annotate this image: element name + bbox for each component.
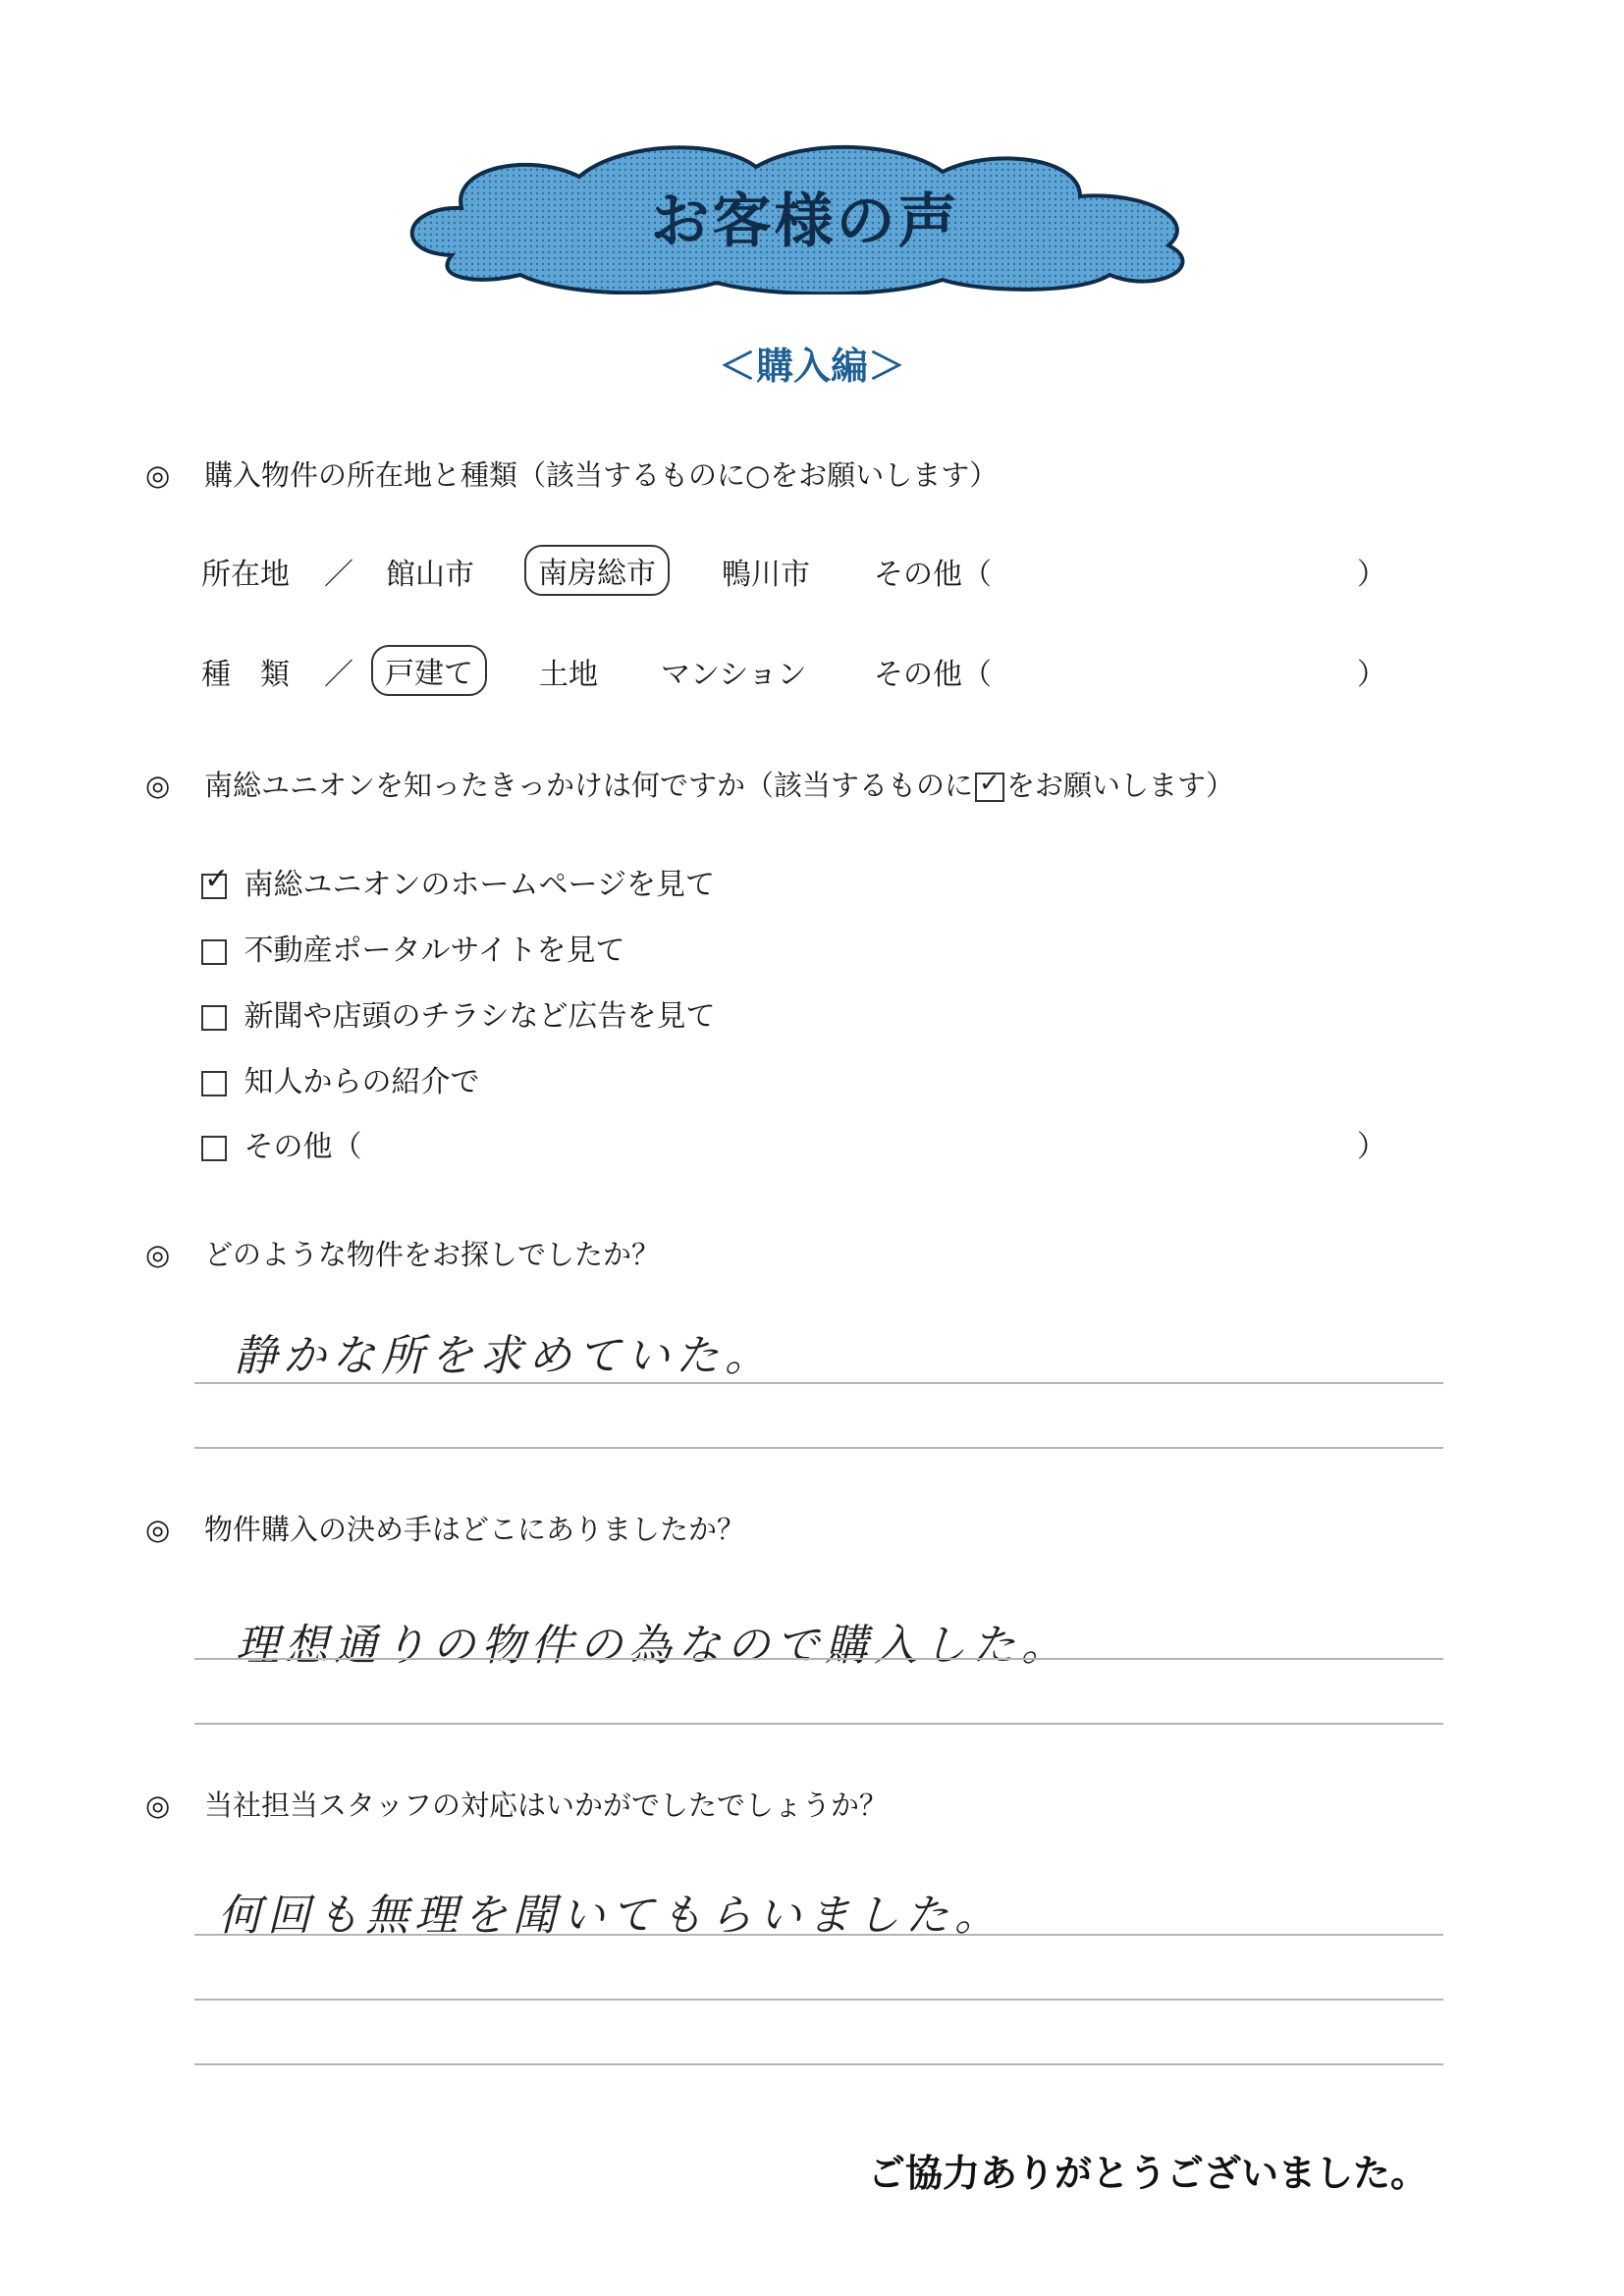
answer-4-handwritten[interactable]: 理想通りの物件の為なので購入した。 xyxy=(236,1621,1070,1671)
type-option-house[interactable]: 戸建て xyxy=(371,645,487,696)
question-5 xyxy=(145,1784,888,1824)
checkmark-icon: ✓ xyxy=(204,861,230,896)
type-option-land[interactable]: 土地 xyxy=(539,658,598,692)
question-1 xyxy=(145,454,998,494)
question-5-text: 当社担当スタッフの対応はいかがでしたでしょうか？ xyxy=(204,1789,889,1822)
bullet-mark: ◎ xyxy=(145,1513,171,1546)
question-4 xyxy=(145,1508,745,1548)
closing-thanks: ご協力ありがとうございました。 xyxy=(867,2152,1428,2195)
checkmark-icon: ✓ xyxy=(979,769,1001,798)
answer-3-handwritten[interactable]: 静かな所を求めていた。 xyxy=(234,1331,774,1381)
answer-line xyxy=(194,1999,1443,2001)
option-homepage[interactable] xyxy=(201,860,715,903)
bullet-mark: ◎ xyxy=(145,1238,171,1271)
answer-line xyxy=(194,1382,1443,1384)
option-other-label: その他（ xyxy=(244,1130,362,1164)
option-advert[interactable] xyxy=(201,991,716,1035)
checkbox-icon[interactable] xyxy=(201,939,227,965)
checkbox-icon[interactable] xyxy=(201,1005,227,1031)
type-label: 種 類 xyxy=(201,658,290,692)
type-option-mansion[interactable]: マンション xyxy=(661,658,807,692)
location-option-tateyama[interactable]: 館山市 xyxy=(386,558,474,592)
bullet-mark: ◎ xyxy=(145,1789,171,1822)
question-2-text-after: をお願いします） xyxy=(1006,769,1235,802)
question-3-text: どのような物件をお探しでしたか？ xyxy=(204,1238,661,1271)
location-slash: ／ xyxy=(324,558,353,592)
checkbox-icon[interactable] xyxy=(201,1136,227,1161)
option-advert-label: 新聞や店頭のチラシなど広告を見て xyxy=(244,999,716,1034)
page-title: お客様の声 xyxy=(650,187,960,256)
checkbox-example-icon xyxy=(975,769,1004,802)
checkbox-checked-icon[interactable] xyxy=(201,861,230,899)
option-other[interactable] xyxy=(201,1122,362,1165)
question-4-text: 物件購入の決め手はどこにありましたか？ xyxy=(204,1513,746,1546)
question-1-text: 購入物件の所在地と種類（該当するものに○をお願いします） xyxy=(204,458,999,492)
answer-line xyxy=(194,1447,1443,1449)
answer-line xyxy=(194,2063,1443,2065)
question-2 xyxy=(145,764,1234,804)
answer-5-handwritten[interactable]: 何回も無理を聞いてもらいました。 xyxy=(218,1891,1003,1941)
location-option-other[interactable]: その他（ xyxy=(874,558,992,592)
location-label: 所在地 xyxy=(201,558,290,592)
question-3 xyxy=(145,1233,660,1273)
answer-line xyxy=(194,1658,1443,1660)
type-option-other[interactable]: その他（ xyxy=(874,658,992,692)
option-portal-label: 不動産ポータルサイトを見て xyxy=(244,934,625,968)
option-referral-label: 知人からの紹介で xyxy=(244,1065,480,1099)
page-subtitle: ＜購入編＞ xyxy=(718,345,905,388)
option-referral[interactable] xyxy=(201,1057,480,1100)
location-option-minamiboso[interactable]: 南房総市 xyxy=(524,545,670,596)
type-other-close: ） xyxy=(1357,658,1386,692)
option-portal[interactable] xyxy=(201,926,624,969)
location-option-kamogawa[interactable]: 鴨川市 xyxy=(722,558,810,592)
bullet-mark: ◎ xyxy=(145,458,171,492)
answer-line xyxy=(194,1934,1443,1936)
question-2-text-before: 南総ユニオンを知ったきっかけは何ですか（該当するものに xyxy=(204,769,974,802)
location-other-close: ） xyxy=(1357,558,1386,592)
answer-line xyxy=(194,1723,1443,1725)
type-slash: ／ xyxy=(324,658,353,692)
bullet-mark: ◎ xyxy=(145,769,171,802)
checkbox-icon[interactable] xyxy=(201,1071,227,1096)
option-homepage-label: 南総ユニオンのホームページを見て xyxy=(244,868,715,902)
option-other-close: ） xyxy=(1357,1130,1386,1164)
